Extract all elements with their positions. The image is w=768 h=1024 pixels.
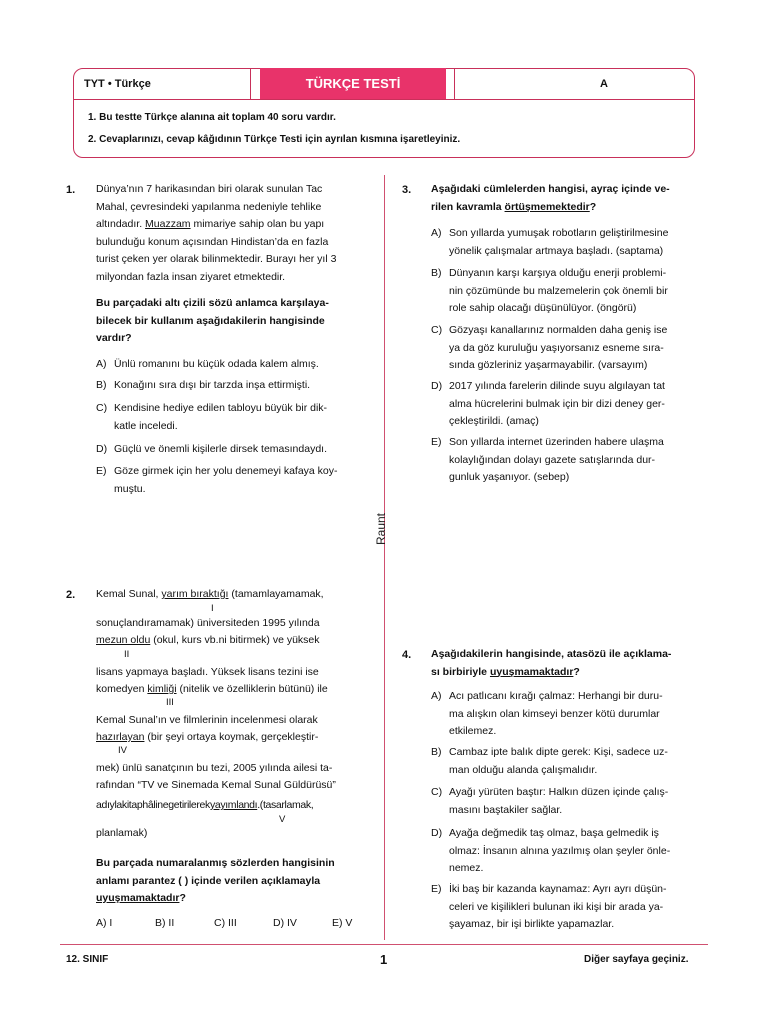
option-text: Ünlü romanını bu küçük odada kalem almış. bbox=[114, 358, 319, 370]
answer-option[interactable]: C) III bbox=[214, 917, 237, 929]
option-text: Ayağı yürüten baştır: Halkın düzen içinde çalış- bbox=[449, 786, 669, 798]
option[interactable] bbox=[96, 441, 371, 459]
option-text: şayamaz, bir işi birlikte yapamazlar. bbox=[449, 918, 615, 930]
option-letter: E) bbox=[431, 883, 442, 895]
stem-line bbox=[431, 664, 711, 682]
option-text: Gözyaşı kanallarınız normalden daha geniş ise bbox=[449, 324, 668, 336]
header-divider bbox=[454, 68, 455, 99]
question-2-line: rafından “TV ve Sinemada Kemal Sunal Güldürüsü” bbox=[96, 779, 336, 791]
option-text: nemez. bbox=[449, 862, 484, 874]
option-text: İki baş bir kazanda kaynamaz: Ayrı ayrı düşün- bbox=[449, 883, 667, 895]
text: adıylakitaphâlinegetirilerek bbox=[96, 799, 210, 811]
stem-line: Bu parçada numaralanmış sözlerden hangisinin bbox=[96, 857, 335, 869]
answer-option[interactable]: D) IV bbox=[273, 917, 297, 929]
answer-option[interactable]: E) V bbox=[332, 917, 353, 929]
option-text: Göze girmek için her yolu denemeyi kafaya koy- bbox=[114, 465, 338, 477]
subject-label: TYT • Türkçe bbox=[84, 78, 151, 90]
option-text: Acı patlıcanı kırağı çalmaz: Herhangi bir duru- bbox=[449, 690, 663, 702]
option[interactable] bbox=[96, 356, 371, 374]
underlined-word: örtüşmemektedir bbox=[504, 200, 590, 213]
option-text: Cambaz ipte balık dipte gerek: Kişi, sadece uz- bbox=[449, 746, 668, 758]
passage-line: turist çeken yer olarak bilinmektedir. Burayı her yıl 3 bbox=[96, 253, 337, 265]
option-text: Kendisine hediye edilen tabloyu büyük bir dik- bbox=[114, 402, 328, 414]
page-number: 1 bbox=[380, 952, 388, 967]
stem-line: Aşağıdaki cümlelerden hangisi, ayraç içinde ve- bbox=[431, 183, 670, 195]
question-number: 2. bbox=[66, 589, 76, 601]
passage-line: bulunduğu konum açısından Hindistan’da en fazla bbox=[96, 235, 329, 248]
booklet-label: A bbox=[600, 78, 608, 90]
option-letter: D) bbox=[96, 443, 108, 455]
header-divider bbox=[250, 68, 251, 99]
text: mimariye sahip olan bu yapı bbox=[190, 218, 325, 230]
passage-line: milyondan fazla insan ziyaret etmektedir. bbox=[96, 270, 286, 283]
question-2-line bbox=[96, 797, 371, 815]
question-number: 1. bbox=[66, 184, 76, 196]
answer-option[interactable]: A) I bbox=[96, 917, 113, 929]
question-1-passage bbox=[96, 181, 366, 286]
footer-divider bbox=[60, 944, 708, 945]
next-page-note: Diğer sayfaya geçiniz. bbox=[584, 954, 689, 965]
stem-line bbox=[431, 199, 711, 217]
question-1-stem bbox=[96, 295, 371, 348]
option-letter: C) bbox=[431, 324, 443, 336]
passage-line: Mahal, çevresindeki yapılanma nedeniyle tehlike bbox=[96, 200, 322, 213]
underlined-word: hazırlayan bbox=[96, 731, 145, 743]
text: komedyen bbox=[96, 683, 148, 695]
option[interactable] bbox=[431, 881, 716, 934]
text: .(tasarlamak, bbox=[257, 799, 314, 811]
underlined-word: mezun oldu bbox=[96, 634, 151, 646]
answer-option[interactable]: B) II bbox=[155, 917, 175, 929]
question-2-line bbox=[96, 681, 366, 699]
question-number: 4. bbox=[402, 649, 412, 661]
option-letter: C) bbox=[96, 402, 108, 414]
option[interactable] bbox=[96, 377, 371, 395]
option[interactable] bbox=[431, 378, 716, 431]
option-letter: E) bbox=[431, 436, 442, 448]
option-text: Güçlü ve önemli kişilerle dirsek temasındaydı. bbox=[114, 443, 328, 455]
text: (nitelik ve özelliklerin bütünü) ile bbox=[176, 683, 328, 695]
passage-line bbox=[96, 216, 366, 234]
question-2-line: lisans yapmaya başladı. Yüksek lisans tezini ise bbox=[96, 666, 319, 678]
option-text: Konağını sıra dışı bir tarzda inşa ettirmişti. bbox=[114, 379, 311, 391]
option-letter: D) bbox=[431, 380, 443, 392]
option-text: çekleştirildi. (amaç) bbox=[449, 415, 539, 427]
text: altındadır. bbox=[96, 218, 146, 230]
option-letter: E) bbox=[96, 465, 107, 477]
question-2-line bbox=[96, 632, 366, 650]
option-text: man olduğu alanda çalışmalıdır. bbox=[449, 763, 598, 776]
option-text: muştu. bbox=[114, 482, 146, 495]
roman-numeral: II bbox=[124, 649, 130, 660]
text: ? bbox=[573, 665, 580, 678]
option-text: Son yıllarda yumuşak robotların geliştirilmesine bbox=[449, 227, 669, 239]
instruction-2: 2. Cevaplarınızı, cevap kâğıdının Türkçe Testi için ayrılan kısmına işaretleyiniz. bbox=[88, 134, 461, 145]
text: sı birbiriyle bbox=[431, 665, 490, 678]
option-text: yönelik çalışmalar artmaya başladı. (saptama) bbox=[449, 244, 664, 257]
option[interactable] bbox=[96, 463, 371, 498]
option-text: Dünyanın karşı karşıya olduğu enerji problemi- bbox=[449, 267, 667, 279]
stem-line: Bu parçadaki altı çizili sözü anlamca karşılaya- bbox=[96, 297, 329, 309]
option[interactable] bbox=[431, 265, 716, 318]
question-2-line bbox=[96, 729, 371, 747]
option-text: gunluk yaşanıyor. (sebep) bbox=[449, 471, 570, 483]
column-divider bbox=[384, 175, 385, 940]
option[interactable] bbox=[431, 225, 716, 260]
text: Kemal Sunal, bbox=[96, 588, 162, 600]
text: (tamamlayamamak, bbox=[228, 588, 324, 600]
option-text: Son yıllarda internet üzerinden habere ulaşma bbox=[449, 436, 664, 448]
option-letter: B) bbox=[431, 267, 442, 279]
underlined-word: uyuşmamaktadır bbox=[96, 892, 180, 904]
roman-numeral: V bbox=[279, 814, 286, 825]
stem-line: Aşağıdakilerin hangisinde, atasözü ile açıklama- bbox=[431, 648, 672, 660]
text: ? bbox=[589, 200, 597, 213]
option[interactable] bbox=[96, 400, 371, 435]
question-3-stem bbox=[431, 181, 711, 216]
option[interactable] bbox=[431, 322, 716, 375]
text: (okul, kurs vb.ni bitirmek) ve yüksek bbox=[150, 634, 320, 646]
option-text: Ayağa değmedik taş olmaz, başa gelmedik iş bbox=[449, 827, 659, 839]
option[interactable] bbox=[431, 825, 716, 878]
option-text: katle inceledi. bbox=[114, 419, 178, 432]
option-text: ya da göz kuruluğu yaşıyorsanız esneme sıra- bbox=[449, 341, 664, 354]
option[interactable] bbox=[431, 784, 716, 819]
text: rilen kavramla bbox=[431, 200, 505, 213]
question-2-line: mek) ünlü sanatçının bu tezi, 2005 yılında ailesi ta- bbox=[96, 762, 333, 774]
test-title: TÜRKÇE TESTİ bbox=[260, 68, 446, 99]
stem-line bbox=[96, 890, 371, 908]
option-letter: B) bbox=[431, 746, 442, 758]
underlined-word: uyuşmamaktadır bbox=[489, 665, 574, 678]
underlined-word: yayımlandı bbox=[209, 799, 258, 811]
question-2-line bbox=[96, 586, 366, 604]
roman-numeral: I bbox=[211, 603, 214, 614]
roman-numeral: IV bbox=[118, 745, 127, 756]
question-2-line: sonuçlandıramamak) üniversiteden 1995 yılında bbox=[96, 617, 320, 629]
option-text: olmaz: İnsanın alnına yazılmış olan şeyler önle- bbox=[449, 844, 671, 857]
option-text: sında gözleriniz yaşarmayabilir. (varsayım) bbox=[449, 359, 648, 371]
option-text: role sahip olacağı düşünülüyor. (öngörü) bbox=[449, 302, 637, 314]
option-text: etkilemez. bbox=[449, 725, 497, 737]
text: ? bbox=[179, 892, 186, 904]
option-letter: B) bbox=[96, 379, 107, 391]
stem-line: vardır? bbox=[96, 332, 132, 344]
option-text: celeri ve kişilikleri bulunan iki kişi bir arada ya- bbox=[449, 900, 664, 913]
underlined-word: yarım bıraktığı bbox=[161, 588, 229, 600]
option-letter: C) bbox=[431, 786, 443, 798]
text: (bir şeyi ortaya koymak, gerçekleştir- bbox=[144, 731, 319, 743]
question-4-stem bbox=[431, 646, 711, 681]
question-2-line: Kemal Sunal’ın ve filmlerinin incelenmesi olarak bbox=[96, 714, 318, 726]
watermark: Raunt bbox=[374, 512, 388, 545]
option-letter: A) bbox=[96, 358, 107, 370]
stem-line: anlamı parantez ( ) içinde verilen açıklamayla bbox=[96, 874, 321, 887]
option-text: kolaylığından dolayı gazete satışlarında dur- bbox=[449, 453, 656, 466]
option[interactable] bbox=[431, 688, 716, 741]
stem-line: bilecek bir kullanım aşağıdakilerin hangisinde bbox=[96, 314, 325, 327]
question-2-line: planlamak) bbox=[96, 827, 148, 839]
option-text: nin çözümünde bu malzemelerin çok önemli bir bbox=[449, 284, 668, 297]
passage-line: Dünya’nın 7 harikasından biri olarak sunulan Tac bbox=[96, 183, 323, 195]
grade-label: 12. SINIF bbox=[66, 954, 109, 965]
question-number: 3. bbox=[402, 184, 412, 196]
header-divider bbox=[73, 99, 695, 100]
instruction-1: 1. Bu testte Türkçe alanına ait toplam 40 soru vardır. bbox=[88, 112, 336, 123]
option-text: 2017 yılında farelerin dilinde suyu algılayan tat bbox=[449, 380, 665, 392]
option-text: masını baştakiler sağlar. bbox=[449, 803, 563, 816]
question-2-stem bbox=[96, 855, 371, 908]
option-letter: A) bbox=[431, 690, 442, 702]
option-letter: A) bbox=[431, 227, 442, 239]
option[interactable] bbox=[431, 744, 716, 779]
option[interactable] bbox=[431, 434, 716, 487]
roman-numeral: III bbox=[166, 697, 174, 708]
underlined-word: Muazzam bbox=[145, 218, 191, 230]
option-text: ma alışkın olan kimseyi benzer kötü durumlar bbox=[449, 707, 660, 720]
underlined-word: kimliği bbox=[147, 683, 177, 695]
option-letter: D) bbox=[431, 827, 443, 839]
option-text: alma hücrelerini bulmak için bir dizi deney ger- bbox=[449, 397, 665, 410]
